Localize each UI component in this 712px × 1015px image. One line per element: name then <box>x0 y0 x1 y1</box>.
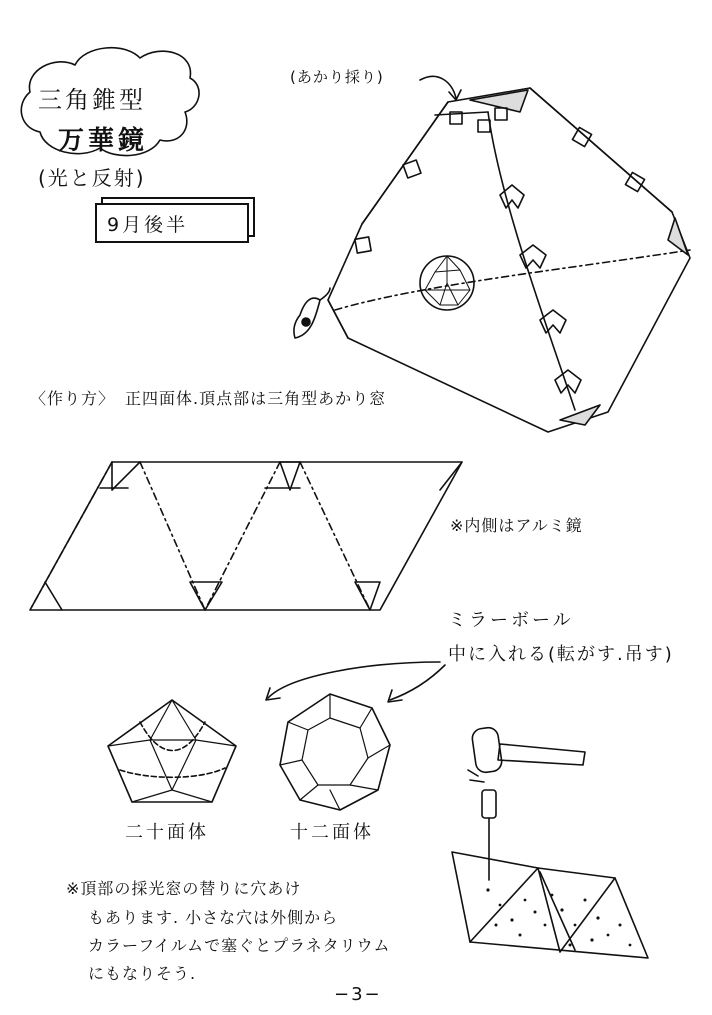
perforated-paper <box>452 852 648 958</box>
mirror-ball-instruction: 中に入れる(転がす.吊す) <box>448 644 674 665</box>
date-box <box>95 203 249 243</box>
page-number: −3− <box>334 984 382 1005</box>
dodecahedron <box>280 694 390 810</box>
note-line-1: ※頂部の採光窓の替りに穴あけ <box>66 879 302 898</box>
howto-text: 正四面体.頂点部は三角型あかり窓 <box>125 389 387 408</box>
arrow-to-dodeca <box>390 665 445 700</box>
icosahedron-label: 二十面体 <box>125 822 209 843</box>
dodecahedron-label: 十二面体 <box>290 822 374 843</box>
note-line-2: もあります. 小さな穴は外側から <box>88 908 339 927</box>
hammer <box>468 726 585 782</box>
date-label: 9月後半 <box>107 214 189 236</box>
title-line2: 万華鏡 <box>58 126 149 156</box>
tetrahedron-outline <box>328 88 690 432</box>
arrow-to-icosa <box>268 662 440 698</box>
mirror-ball-label: ミラーボール <box>448 610 574 631</box>
light-window-label: (あかり採り) <box>290 68 384 86</box>
howto-label: 〈作り方〉 <box>30 389 116 408</box>
inner-mirror-note: ※内側はアルミ鏡 <box>450 516 583 535</box>
note-line-4: にもなりそう. <box>88 964 197 983</box>
awl-handle <box>482 790 496 818</box>
title-line3: (光と反射) <box>38 166 146 190</box>
title-line1: 三角錐型 <box>38 86 146 114</box>
note-line-3: カラーフイルムで塞ぐとプラネタリウム <box>88 936 391 955</box>
net-outline <box>30 462 462 610</box>
